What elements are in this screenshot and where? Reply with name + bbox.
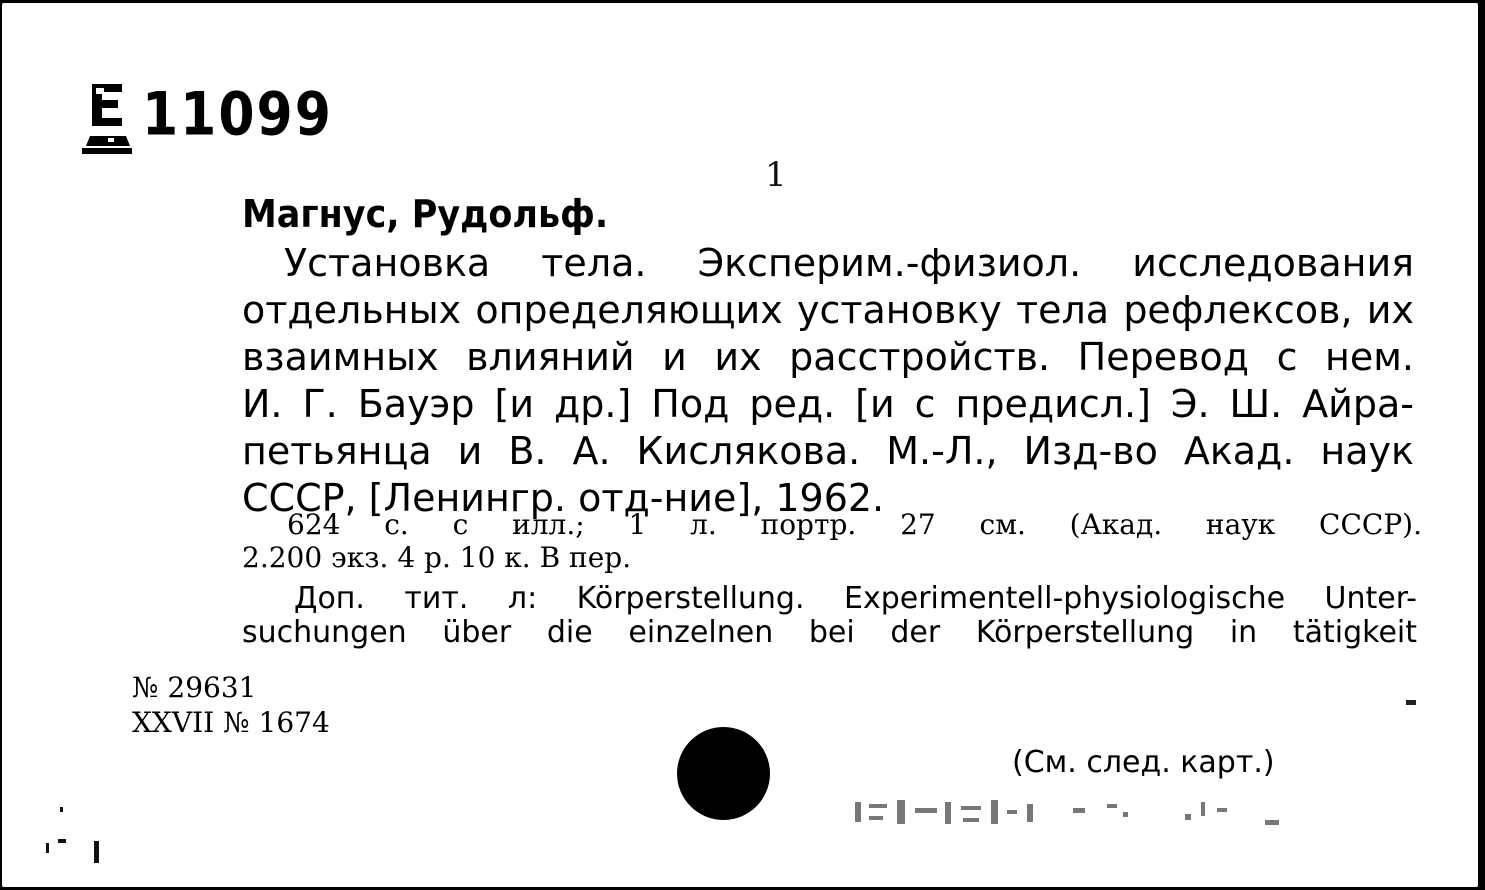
description-line: И. Г. Бауэр [и др.] Под ред. [и с предисл.] Э. Ш. Айра- — [242, 382, 1414, 426]
author-heading: Магнус, Рудольф. — [242, 192, 609, 236]
collation-line: 624 с. с илл.; 1 л. портр. 27 см. (Акад. наук СССР). — [287, 508, 1422, 541]
punch-hole — [677, 727, 770, 820]
note-line: Доп. тит. л: Körperstellung. Experimentell-physiologische Unter- — [294, 581, 1417, 616]
description-line: взаимных влияний и их расстройств. Перевод с нем. — [242, 335, 1414, 379]
card-sequence-number: 1 — [765, 155, 787, 195]
shelf-number: XXVII № 1674 — [132, 706, 330, 739]
description-line: Установка тела. Эксперим.-физиол. исследования — [284, 241, 1414, 285]
accession-numbers — [132, 670, 330, 740]
accession-number: № 29631 — [132, 671, 257, 704]
collation-line: 2.200 экз. 4 р. 10 к. В пер. — [242, 541, 632, 574]
collation-area — [242, 508, 1422, 574]
description-line: СССР, [Ленингр. отд-ние], 1962. — [242, 476, 885, 520]
bibliographic-description — [242, 240, 1414, 522]
card-edge — [1478, 0, 1485, 890]
library-stamp — [78, 78, 333, 158]
description-line: отдельных определяющих установку тела рефлексов, их — [242, 288, 1414, 332]
note-line: suchungen über die einzelnen bei der Körperstellung in tätigkeit — [242, 615, 1417, 650]
see-next-card-note: (См. след. карт.) — [1012, 745, 1275, 780]
stamp-number: 11099 — [142, 80, 333, 150]
notes-area — [242, 582, 1417, 650]
stamp-emblem-icon — [78, 78, 136, 158]
description-line: петьянца и В. А. Кислякова. М.-Л., Изд-во Акад. наук — [242, 429, 1414, 473]
faded-stamp-marks — [845, 790, 1305, 840]
margin-speck — [1400, 690, 1430, 720]
margin-marks — [38, 805, 108, 865]
